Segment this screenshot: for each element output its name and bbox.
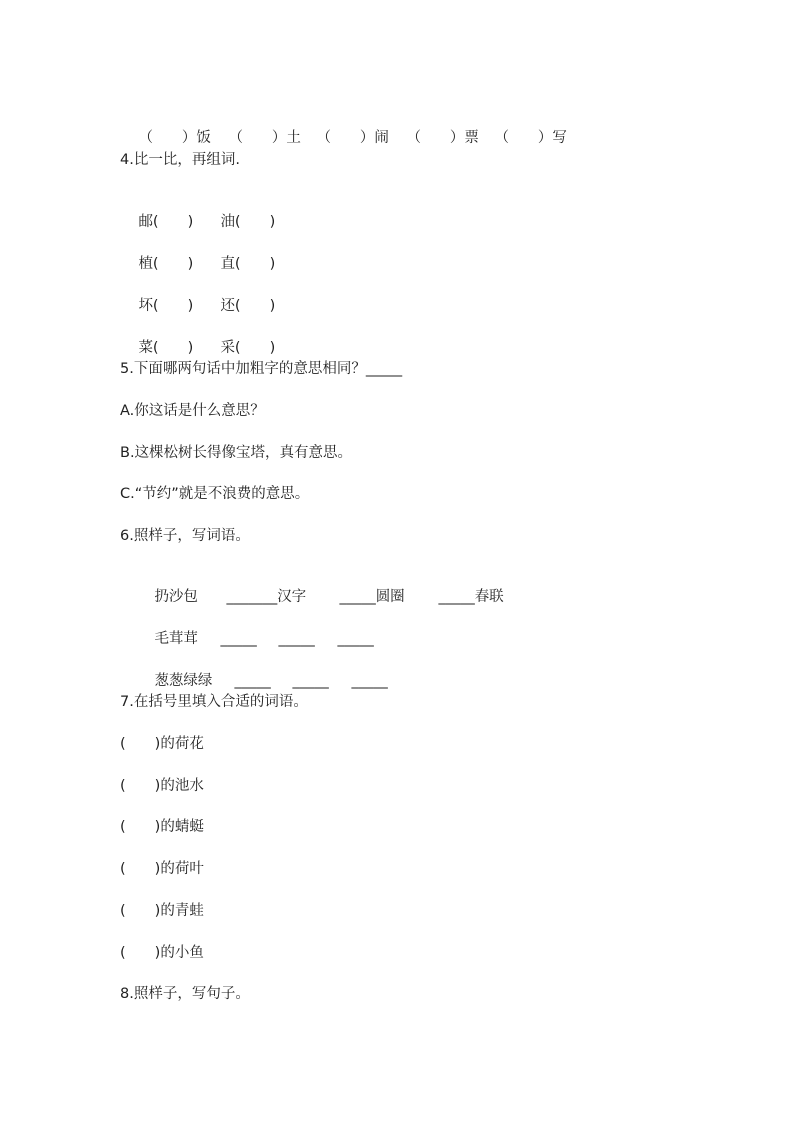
q3-item: （ ）票 <box>406 130 479 146</box>
q4-title: 4.比一比，再组词. <box>120 152 240 168</box>
q4-cell: 坏( ) <box>138 298 194 314</box>
q6-blank: _______汉字 <box>226 589 307 605</box>
q7-item: ( )的池水 <box>120 778 204 794</box>
q6-example: 扔沙包 <box>154 589 198 605</box>
q6-blank: _____ <box>292 673 329 689</box>
q4-cell: 采( ) <box>220 340 276 356</box>
q6-blank: _____ <box>351 673 388 689</box>
q6-blank: _____ <box>234 673 271 689</box>
q5-option-c: C.“节约”就是不浪费的意思。 <box>120 486 310 502</box>
q6-blank: _____ <box>278 631 315 647</box>
q5-option-a: A.你这话是什么意思？ <box>120 403 265 419</box>
q4-cell: 油( ) <box>220 214 276 230</box>
q6-blank: _____ <box>337 631 374 647</box>
q7-item: ( )的青蛙 <box>120 903 204 919</box>
q3-item: （ ）闹 <box>316 130 389 146</box>
q6-blank: _____ <box>220 631 257 647</box>
q4-cell: 菜( ) <box>138 340 194 356</box>
q3-item: （ ）写 <box>494 130 567 146</box>
q6-blank: _____圆圈 <box>339 589 405 605</box>
q6-title: 6.照样子，写词语。 <box>120 528 250 544</box>
q8-title: 8.照样子，写句子。 <box>120 986 250 1002</box>
q4-cell: 直( ) <box>220 256 276 272</box>
q4-cell: 邮( ) <box>138 214 194 230</box>
q6-example: 毛茸茸 <box>154 631 198 647</box>
q7-title: 7.在括号里填入合适的词语。 <box>120 694 308 710</box>
q5-title: 5.下面哪两句话中加粗字的意思相同？_____ <box>120 361 403 377</box>
q3-item: （ ）饭 <box>138 130 211 146</box>
q7-item: ( )的小鱼 <box>120 945 204 961</box>
q3-item: （ ）土 <box>228 130 301 146</box>
q7-item: ( )的荷花 <box>120 736 204 752</box>
q5-option-b: B.这棵松树长得像宝塔，真有意思。 <box>120 445 353 461</box>
q7-item: ( )的荷叶 <box>120 861 204 877</box>
q6-example: 葱葱绿绿 <box>154 673 213 689</box>
q4-cell: 还( ) <box>220 298 276 314</box>
q4-cell: 植( ) <box>138 256 194 272</box>
q7-item: ( )的蜻蜓 <box>120 819 204 835</box>
q6-blank: _____春联 <box>438 589 504 605</box>
